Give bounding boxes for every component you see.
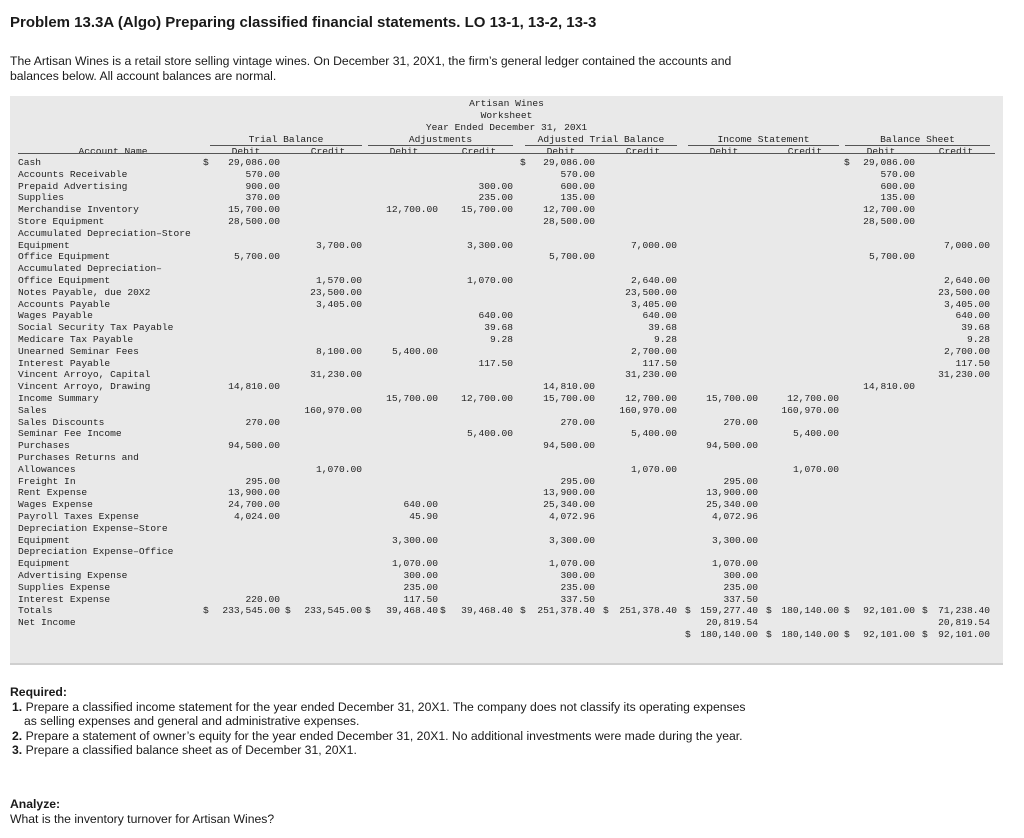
account-name: Wages Expense	[18, 499, 93, 511]
amount-cell: 12,700.00	[863, 204, 915, 216]
debit-header: Debit	[546, 146, 576, 157]
table-row	[10, 582, 1003, 594]
amount-cell: 20,819.54	[938, 617, 990, 629]
amount-cell: 640.00	[642, 310, 677, 322]
worksheet-period: Year Ended December 31, 20X1	[425, 122, 588, 133]
problem-intro: The Artisan Wines is a retail store selling vintage wines. On December 31, 20X1, the firm’s general ledger contained the accounts and balances below. All account balances are normal.	[10, 54, 732, 83]
credit-header: Credit	[625, 146, 661, 157]
amount-cell: 25,340.00	[543, 499, 595, 511]
worksheet-header	[10, 98, 1003, 134]
debit-header: Debit	[866, 146, 896, 157]
amount-cell: 3,405.00	[630, 298, 677, 310]
amount-cell: 235.00	[478, 192, 513, 204]
group-header: Trial Balance	[210, 134, 362, 145]
analyze-question: What is the inventory turnover for Artisan Wines?	[10, 811, 275, 826]
account-name: Income Summary	[18, 393, 99, 404]
amount-cell: 570.00	[245, 168, 280, 180]
amount-cell: 233,545.00	[304, 605, 362, 617]
amount-cell: 2,700.00	[630, 345, 677, 357]
account-name: Wages Payable	[18, 310, 93, 322]
amount-cell: 7,000.00	[943, 239, 990, 251]
amount-cell: 13,900.00	[228, 487, 280, 499]
amount-cell: 31,230.00	[938, 369, 990, 381]
account-name: Advertising Expense	[18, 570, 128, 581]
amount-cell: 8,100.00	[315, 345, 362, 357]
account-name: Interest Expense	[18, 593, 111, 605]
dollar-sign: $	[685, 605, 691, 617]
table-row	[10, 192, 1003, 204]
account-name: Vincent Arroyo, Drawing	[18, 381, 151, 393]
required-item-3: 3. Prepare a classified balance sheet as of December 31, 20X1.	[12, 743, 357, 757]
credit-header: Credit	[461, 146, 497, 157]
table-row	[10, 181, 1003, 193]
amount-cell: 92,101.00	[863, 629, 915, 640]
amount-cell: 160,970.00	[619, 404, 677, 416]
amount-cell: 29,086.00	[863, 157, 915, 168]
amount-cell: 251,378.40	[537, 605, 595, 617]
amount-cell: 13,900.00	[706, 487, 758, 499]
amount-cell: 3,405.00	[943, 298, 990, 310]
account-name: Seminar Fee Income	[18, 428, 122, 440]
amount-cell: 13,900.00	[543, 487, 595, 499]
amount-cell: 15,700.00	[706, 393, 758, 404]
amount-cell: 235.00	[723, 581, 758, 593]
amount-cell: 900.00	[245, 180, 280, 192]
group-header: Adjustments	[368, 134, 513, 145]
amount-cell: 337.50	[723, 593, 758, 605]
table-row	[10, 440, 1003, 452]
debit-header: Debit	[709, 146, 739, 157]
account-name: Supplies	[18, 192, 65, 204]
amount-cell: 117.50	[403, 593, 438, 605]
amount-cell: 4,072.96	[548, 511, 595, 522]
amount-cell: 300.00	[403, 570, 438, 581]
table-row	[10, 452, 1003, 476]
amount-cell: 12,700.00	[543, 204, 595, 216]
header-rule	[18, 153, 995, 154]
account-name: Accounts Payable	[18, 298, 111, 310]
amount-cell: 235.00	[403, 581, 438, 593]
amount-cell: 4,072.96	[711, 511, 758, 522]
account-name: Cash	[18, 157, 42, 168]
account-name: Store Equipment	[18, 216, 105, 227]
amount-cell: 9.28	[966, 334, 990, 345]
amount-cell: 600.00	[560, 180, 595, 192]
group-header: Balance Sheet	[845, 134, 990, 145]
amount-cell: 1,070.00	[630, 463, 677, 475]
problem-title: Problem 13.3A (Algo) Preparing classified financial statements. LO 13-1, 13-2, 13-3	[10, 14, 597, 31]
amount-cell: 135.00	[880, 192, 915, 204]
debit-header: Debit	[389, 146, 419, 157]
account-name: Payroll Taxes Expense	[18, 511, 139, 522]
credit-header: Credit	[310, 146, 346, 157]
table-row	[10, 570, 1003, 582]
amount-cell: 1,070.00	[315, 463, 362, 475]
account-name: Interest Payable	[18, 357, 111, 369]
table-row	[10, 476, 1003, 488]
amount-cell: 15,700.00	[543, 393, 595, 404]
amount-cell: 160,970.00	[304, 404, 362, 416]
worksheet-table	[10, 96, 1003, 665]
dollar-sign: $	[603, 605, 609, 617]
amount-cell: 14,810.00	[863, 381, 915, 393]
table-row	[10, 287, 1003, 299]
credit-header: Credit	[938, 146, 974, 157]
amount-cell: 94,500.00	[543, 440, 595, 452]
table-row	[10, 228, 1003, 252]
account-name: Sales Discounts	[18, 416, 105, 428]
amount-cell: 160,970.00	[781, 404, 839, 416]
dollar-sign: $	[844, 629, 850, 640]
table-row	[10, 523, 1003, 547]
table-row	[10, 499, 1003, 511]
amount-cell: 5,400.00	[466, 428, 513, 440]
amount-cell: 15,700.00	[386, 393, 438, 404]
account-name: Depreciation Expense–Store Equipment	[18, 522, 168, 546]
amount-cell: 92,101.00	[863, 605, 915, 617]
amount-cell: 28,500.00	[863, 216, 915, 227]
amount-cell: 12,700.00	[461, 393, 513, 404]
account-name: Vincent Arroyo, Capital	[18, 369, 151, 381]
amount-cell: 220.00	[245, 593, 280, 605]
amount-cell: 251,378.40	[619, 605, 677, 617]
analyze-heading: Analyze:	[10, 797, 61, 811]
amount-cell: 39,468.40	[386, 605, 438, 617]
dollar-sign: $	[203, 157, 209, 168]
worksheet-company: Artisan Wines	[469, 98, 544, 109]
amount-cell: 31,230.00	[625, 369, 677, 381]
table-row	[10, 369, 1003, 381]
account-name: Merchandise Inventory	[18, 204, 139, 216]
amount-cell: 159,277.40	[700, 605, 758, 617]
amount-cell: 20,819.54	[706, 617, 758, 629]
amount-cell: 23,500.00	[310, 286, 362, 298]
amount-cell: 1,070.00	[391, 558, 438, 570]
amount-cell: 270.00	[723, 416, 758, 428]
group-header: Adjusted Trial Balance	[525, 134, 677, 145]
amount-cell: 1,070.00	[548, 558, 595, 570]
amount-cell: 300.00	[478, 180, 513, 192]
amount-cell: 3,300.00	[548, 534, 595, 546]
amount-cell: 45.90	[409, 511, 438, 522]
table-row	[10, 251, 1003, 263]
amount-cell: 12,700.00	[625, 393, 677, 404]
account-name: Accounts Receivable	[18, 168, 128, 180]
amount-cell: 370.00	[245, 192, 280, 204]
account-name: Net Income	[18, 617, 76, 629]
amount-cell: 12,700.00	[386, 204, 438, 216]
amount-cell: 180,140.00	[781, 629, 839, 640]
analyze-section	[10, 797, 274, 826]
amount-cell: 180,140.00	[700, 629, 758, 640]
account-name: Notes Payable, due 20X2	[18, 286, 151, 298]
account-name: Purchases Returns and Allowances	[18, 452, 139, 475]
amount-cell: 39.68	[484, 322, 513, 334]
table-row	[10, 169, 1003, 181]
table-row	[10, 381, 1003, 393]
dollar-sign: $	[766, 629, 772, 640]
amount-cell: 233,545.00	[222, 605, 280, 617]
amount-cell: 337.50	[560, 593, 595, 605]
amount-cell: 3,700.00	[315, 239, 362, 251]
amount-cell: 14,810.00	[543, 381, 595, 393]
amount-cell: 5,700.00	[233, 251, 280, 263]
amount-cell: 640.00	[478, 310, 513, 322]
amount-cell: 5,400.00	[391, 345, 438, 357]
required-heading: Required:	[10, 685, 67, 699]
account-name: Medicare Tax Payable	[18, 334, 134, 345]
table-row	[10, 417, 1003, 429]
worksheet-name: Worksheet	[480, 110, 533, 121]
account-name: Social Security Tax Payable	[18, 322, 174, 334]
dollar-sign: $	[685, 629, 691, 640]
amount-cell: 5,700.00	[548, 251, 595, 263]
amount-cell: 92,101.00	[938, 629, 990, 640]
amount-cell: 71,238.40	[938, 605, 990, 617]
amount-cell: 300.00	[723, 570, 758, 581]
amount-cell: 3,300.00	[711, 534, 758, 546]
amount-cell: 12,700.00	[787, 393, 839, 404]
dollar-sign: $	[844, 605, 850, 617]
amount-cell: 295.00	[560, 475, 595, 487]
amount-cell: 5,400.00	[630, 428, 677, 440]
table-row	[10, 629, 1003, 641]
amount-cell: 640.00	[403, 499, 438, 511]
amount-cell: 15,700.00	[461, 204, 513, 216]
account-name: Office Equipment	[18, 251, 111, 263]
amount-cell: 2,700.00	[943, 345, 990, 357]
debit-header: Debit	[231, 146, 261, 157]
dollar-sign: $	[520, 605, 526, 617]
dollar-sign: $	[285, 605, 291, 617]
amount-cell: 29,086.00	[543, 157, 595, 168]
amount-cell: 300.00	[560, 570, 595, 581]
table-row	[10, 617, 1003, 629]
amount-cell: 4,024.00	[233, 511, 280, 522]
amount-cell: 2,640.00	[630, 274, 677, 286]
amount-cell: 1,070.00	[792, 463, 839, 475]
amount-cell: 3,300.00	[466, 239, 513, 251]
amount-cell: 1,570.00	[315, 274, 362, 286]
amount-cell: 31,230.00	[310, 369, 362, 381]
table-row	[10, 263, 1003, 287]
account-name-header: Account Name	[78, 146, 148, 157]
group-header: Income Statement	[688, 134, 839, 145]
amount-cell: 295.00	[245, 475, 280, 487]
amount-cell: 270.00	[560, 416, 595, 428]
amount-cell: 39.68	[961, 322, 990, 334]
account-name: Accumulated Depreciation– Office Equipment	[18, 263, 162, 286]
account-name: Accumulated Depreciation–Store Equipment	[18, 227, 191, 251]
table-row	[10, 405, 1003, 417]
amount-cell: 25,340.00	[706, 499, 758, 511]
table-row	[10, 299, 1003, 311]
table-row	[10, 157, 1003, 169]
table-row	[10, 216, 1003, 228]
amount-cell: 270.00	[245, 416, 280, 428]
amount-cell: 117.50	[955, 357, 990, 369]
amount-cell: 180,140.00	[781, 605, 839, 617]
table-row	[10, 546, 1003, 570]
table-row	[10, 346, 1003, 358]
amount-cell: 2,640.00	[943, 274, 990, 286]
table-row	[10, 487, 1003, 499]
account-name: Purchases	[18, 440, 70, 452]
account-name: Rent Expense	[18, 487, 88, 499]
amount-cell: 295.00	[723, 475, 758, 487]
dollar-sign: $	[365, 605, 371, 617]
table-row	[10, 594, 1003, 606]
amount-cell: 28,500.00	[228, 216, 280, 227]
dollar-sign: $	[203, 605, 209, 617]
amount-cell: 14,810.00	[228, 381, 280, 393]
amount-cell: 39,468.40	[461, 605, 513, 617]
amount-cell: 3,405.00	[315, 298, 362, 310]
amount-cell: 5,700.00	[868, 251, 915, 263]
amount-cell: 94,500.00	[228, 440, 280, 452]
amount-cell: 1,070.00	[711, 558, 758, 570]
required-section	[10, 685, 750, 758]
amount-cell: 29,086.00	[228, 157, 280, 168]
amount-cell: 24,700.00	[228, 499, 280, 511]
amount-cell: 640.00	[955, 310, 990, 322]
account-name: Sales	[18, 404, 47, 416]
table-row	[10, 605, 1003, 617]
account-name: Totals	[18, 605, 53, 617]
amount-cell: 94,500.00	[706, 440, 758, 452]
amount-cell: 23,500.00	[938, 286, 990, 298]
account-name: Depreciation Expense–Office Equipment	[18, 546, 174, 570]
amount-cell: 9.28	[653, 334, 677, 345]
amount-cell: 135.00	[560, 192, 595, 204]
amount-cell: 1,070.00	[466, 274, 513, 286]
account-name: Unearned Seminar Fees	[18, 345, 139, 357]
dollar-sign: $	[766, 605, 772, 617]
dollar-sign: $	[520, 157, 526, 168]
table-row	[10, 334, 1003, 346]
amount-cell: 570.00	[560, 168, 595, 180]
account-name: Freight In	[18, 475, 76, 487]
account-name: Prepaid Advertising	[18, 180, 128, 192]
required-item-2: 2. Prepare a statement of owner’s equity for the year ended December 31, 20X1. No additional investments were made during the year.	[12, 728, 743, 743]
table-row	[10, 511, 1003, 523]
table-row	[10, 428, 1003, 440]
table-row	[10, 358, 1003, 370]
amount-cell: 9.28	[489, 334, 513, 345]
account-name: Supplies Expense	[18, 581, 111, 593]
credit-header: Credit	[787, 146, 823, 157]
amount-cell: 39.68	[648, 322, 677, 334]
amount-cell: 117.50	[478, 357, 513, 369]
amount-cell: 570.00	[880, 168, 915, 180]
table-row	[10, 393, 1003, 405]
amount-cell: 600.00	[880, 180, 915, 192]
dollar-sign: $	[844, 157, 850, 168]
table-row	[10, 204, 1003, 216]
amount-cell: 28,500.00	[543, 216, 595, 227]
dollar-sign: $	[440, 605, 446, 617]
table-row	[10, 322, 1003, 334]
amount-cell: 235.00	[560, 581, 595, 593]
table-row	[10, 310, 1003, 322]
dollar-sign: $	[922, 605, 928, 617]
amount-cell: 15,700.00	[228, 204, 280, 216]
required-item-1: 1. Prepare a classified income statement for the year ended December 31, 20X1. The company does not classify its operating expenses as selling expenses and general and administrative expenses.	[12, 699, 746, 728]
amount-cell: 23,500.00	[625, 286, 677, 298]
amount-cell: 3,300.00	[391, 534, 438, 546]
amount-cell: 5,400.00	[792, 428, 839, 440]
dollar-sign: $	[922, 629, 928, 640]
amount-cell: 7,000.00	[630, 239, 677, 251]
amount-cell: 117.50	[642, 357, 677, 369]
